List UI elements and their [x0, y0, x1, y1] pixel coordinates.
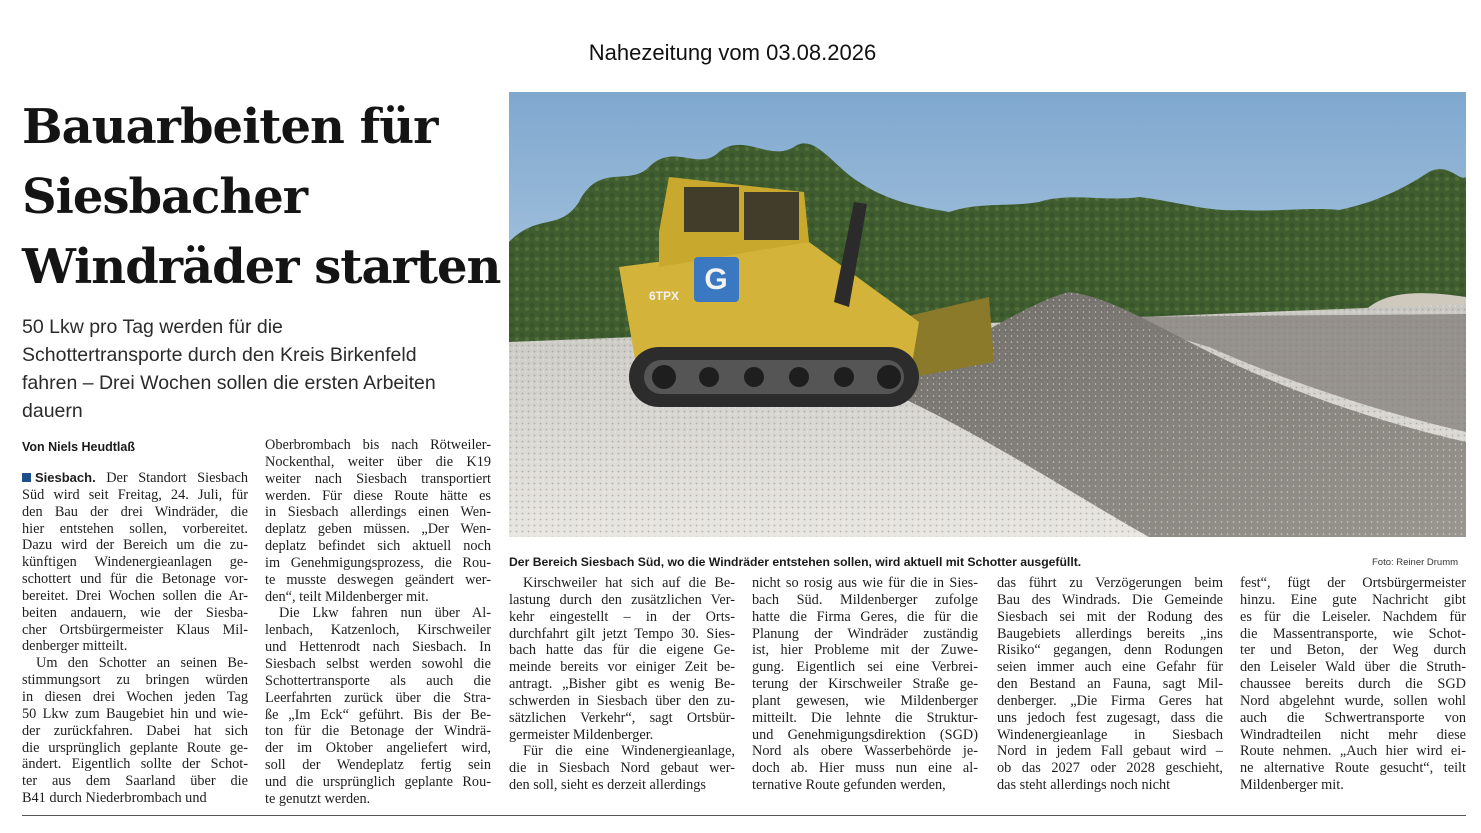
article-text-line: den Bau der drei Windräder, die	[22, 503, 248, 520]
article-text-line: und Hettenrodt nach Siesbach. In	[265, 639, 491, 656]
article-text-line: ße „Im Eck“ geführt. Bis der Be-	[265, 706, 491, 723]
article-text-line: bach hatte das für die eigene Ge-	[509, 642, 735, 659]
article-text-line: ternative Route gefunden werden,	[752, 777, 946, 794]
headline-line: Bauarbeiten für	[22, 99, 438, 155]
photo-logo-letter: G	[704, 263, 728, 296]
article-text-line: durchfahrt gilt jetzt Tempo 30. Sies-	[509, 625, 735, 642]
article-text-line: bach Süd. Mildenberger zufolge	[752, 591, 978, 608]
article-text-line: soll der Wendeplatz fertig sein	[265, 757, 491, 774]
article-text-line: künftigen Windenergieanlagen ge-	[22, 554, 248, 571]
subhead-line: 50 Lkw pro Tag werden für die	[22, 316, 283, 338]
article-text-line: weiter nach Siesbach transportiert	[265, 470, 491, 487]
article-text-line: B41 durch Niederbrombach und	[22, 790, 207, 807]
article-text-line: das steht allerdings noch nicht	[997, 777, 1171, 794]
article-column-4	[752, 575, 978, 794]
article-text-line: schottert und für die Betonage vor-	[22, 571, 248, 588]
dateline-marker-icon	[22, 473, 31, 482]
article-text-line: die in Siesbach Nord gebaut wer-	[509, 760, 735, 777]
subhead-line: dauern	[22, 400, 83, 422]
article-text-line: terung der Kirschweiler Straße ge-	[752, 676, 978, 693]
article-text-line: beiten andauern, wie der Siesba-	[22, 604, 248, 621]
article-text-line: ter aus dem Saarland über die	[22, 773, 248, 790]
article-text-line: chaussee bereits durch die SGD	[1240, 676, 1466, 693]
article-text-line: das führt zu Verzögerungen beim	[997, 575, 1223, 591]
article-text-line: Die Lkw fahren nun über Al-	[279, 605, 491, 622]
article-text-line: und die ursprünglich geplante Rou-	[265, 773, 491, 790]
article-text-line: hatte die Firma Geres, die für die	[752, 608, 978, 625]
article-text-line: sätzlichen Verkehr“, sagt Ortsbür-	[509, 709, 735, 726]
article-text-line: Bau des Windrads. Die Gemeinde	[997, 591, 1223, 608]
dateline: Siesbach.	[35, 470, 96, 485]
article-column-3	[509, 575, 735, 794]
article-text-line: plant gewesen, wie Mildenberger	[752, 692, 978, 709]
article-text-line: nicht so rosig aus wie für die in Sies-	[752, 575, 978, 591]
article-text-line: Nord als obere Wasserbehörde je-	[752, 743, 978, 760]
article-text-line: Mildenberger mit.	[1240, 777, 1344, 794]
article-text-line: den Leiseler Wald über die Struth-	[1240, 659, 1466, 676]
article-column-5	[997, 575, 1223, 794]
article-text-line: Baugebiets allerdings bereits „ins	[997, 625, 1223, 642]
article-text-line: seien immer auch eine Gefahr für	[997, 659, 1223, 676]
article-text-line: werden. Für diese Route hätte es	[265, 487, 491, 504]
author-byline: Von Niels Heudtlaß	[22, 440, 135, 454]
bottom-rule	[22, 815, 1466, 816]
article-text-line: te genutzt werden.	[265, 790, 371, 807]
article-text-line: den“, teilt Mildenberger mit.	[265, 588, 429, 605]
article-column-6	[1240, 575, 1466, 794]
bulldozer-photo	[509, 92, 1466, 537]
article-text-line: cher Ortsbürgermeister Klaus Mil-	[22, 621, 248, 638]
article-text-line: Leerfahrten zurück über die Stra-	[265, 689, 491, 706]
article-text-line: Oberbrombach bis nach Rötweiler-	[265, 437, 491, 453]
article-text-line: Planung der Windräder zuständig	[752, 625, 978, 642]
article-text-line: Route nehmen. „Auch hier wird ei-	[1240, 743, 1466, 760]
article-text-line: germeister Mildenberger.	[509, 726, 654, 743]
subheadline	[22, 313, 502, 425]
article-text-line: mitteilt. Die lehnte die Struktur-	[752, 709, 978, 726]
article-text-line: die ursprünglich geplante Route ge-	[22, 739, 248, 756]
article-column-2	[265, 437, 491, 808]
article-text-line: Nord abgelehnt wurde, sollen wohl	[1240, 692, 1466, 709]
article-text-line: Siesbach sei mit der Rodung des	[997, 608, 1223, 625]
headline-line: Siesbacher	[22, 169, 308, 225]
article-text-line: ton für die Betonage der Windrä-	[265, 723, 491, 740]
article-text-line: ist, hier Probleme mit der Zuwe-	[752, 642, 978, 659]
article-text-line: 50 Lkw zum Baugebiet hin und wie-	[22, 705, 248, 722]
article-text-line: deplatz befindet sich aktuell noch	[265, 538, 491, 555]
article-text-line: uns jedoch fest zugesagt, dass die	[997, 709, 1223, 726]
article-text-line: te musste deswegen geändert wer-	[265, 571, 491, 588]
article-text-line: den Bestand an Fauna, sagt Mil-	[997, 676, 1223, 693]
article-text-line: stimmungsort zu bringen würden	[22, 672, 248, 689]
article-text-line: Kirschweiler hat sich auf die Be-	[523, 575, 735, 591]
article-text-line: Schottertransporte als auch die	[265, 672, 491, 689]
photo-vehicle-text: 6TPX	[649, 289, 680, 303]
article-text-line: im Genehmigungsprozess, die Rou-	[265, 554, 491, 571]
article-text-line: fest“, fügt der Ortsbürgermeister	[1240, 575, 1466, 591]
article-text-line: in Siesbach allerdings einen Wen-	[265, 504, 491, 521]
photo-caption: Der Bereich Siesbach Süd, wo die Windräder entstehen sollen, wird aktuell mit Schotter ausgefüllt.	[509, 555, 1082, 569]
article-column-1	[22, 470, 248, 807]
article-text-line: Um den Schotter an seinen Be-	[36, 655, 248, 672]
article-text-line: Nord in jedem Fall gebaut wird –	[997, 743, 1223, 760]
article-text-line: bereitet. Drei Wochen sollen die Ar-	[22, 587, 248, 604]
article-text-line: auch die Schwertransporte von	[1240, 709, 1466, 726]
subhead-line: fahren – Drei Wochen sollen die ersten Arbeiten	[22, 372, 436, 394]
article-text-line: Siesbach selbst werden sowohl die	[265, 655, 491, 672]
article-text-line: der im Oktober angeliefert wird,	[265, 740, 491, 757]
article-text-fragment: Der Standort Siesbach	[95, 470, 248, 486]
article-text-line: hier entstehen sollen, vorbereitet.	[22, 520, 248, 537]
article-text-line: Nockenthal, weiter über die K19	[265, 453, 491, 470]
photo-credit: Foto: Reiner Drumm	[1372, 557, 1459, 568]
masthead: Nahezeitung vom 03.08.2026	[588, 40, 877, 65]
article-text-line: hinzu. Eine gute Nachricht gibt	[1240, 591, 1466, 608]
article-text-line: Windradteilen nicht mehr diese	[1240, 726, 1466, 743]
article-text-line: Süd wird seit Freitag, 24. Juli, für	[22, 486, 248, 503]
article-text-line: ob das 2027 oder 2028 geschieht,	[997, 760, 1223, 777]
article-text-line	[22, 470, 248, 487]
article-text-line: den soll, sieht es derzeit allerdings	[509, 777, 706, 794]
article-text-line: Dazu wird der Bereich um die zu-	[22, 537, 248, 554]
article-text-line: meinde bereits vor einiger Zeit be-	[509, 659, 735, 676]
article-text-line: Für die eine Windenergieanlage,	[523, 743, 735, 760]
article-text-line: in diesen drei Wochen jeden Tag	[22, 688, 248, 705]
article-text-line: ter und Beton, der Weg durch	[1240, 642, 1466, 659]
article-text-line: Risiko“ gegangen, denn Rodungen	[997, 642, 1223, 659]
article-text-line: schwerden in Siesbach über den zu-	[509, 692, 735, 709]
article-text-line: kehr eingestellt – in der Orts-	[509, 608, 735, 625]
article-photo	[509, 92, 1466, 537]
article-text-line: ne alternative Route gesucht“, teilt	[1240, 760, 1466, 777]
article-text-line: denberger mitteilt.	[22, 638, 128, 655]
article-text-line: lenbach, Katzenloch, Kirschweiler	[265, 622, 491, 639]
headline	[22, 92, 502, 302]
article-text-line: und Genehmigungsdirektion (SGD)	[752, 726, 978, 743]
article-text-line: die Massentransporte, wie Schot-	[1240, 625, 1466, 642]
article-text-line: doch ab. Hier muss nun eine al-	[752, 760, 978, 777]
headline-line: Windräder starten	[22, 239, 501, 295]
article-text-line: antragt. „Bisher gibt es wenig Be-	[509, 676, 735, 693]
article-text-line: der zurückfahren. Dabei hat sich	[22, 722, 248, 739]
article-text-line: ändert. Eigentlich sollte der Schot-	[22, 756, 248, 773]
article-text-line: lastung durch den zusätzlichen Ver-	[509, 591, 735, 608]
subhead-line: Schottertransporte durch den Kreis Birkenfeld	[22, 344, 417, 366]
article-text-line: gung. Eigentlich sei eine Verbrei-	[752, 659, 978, 676]
article-text-line: deplatz geben müssen. „Der Wen-	[265, 521, 491, 538]
article-text-line: es für die Leiseler. Nachdem für	[1240, 608, 1466, 625]
article-text-line: denberger. „Die Firma Geres hat	[997, 692, 1223, 709]
article-text-line: Windenergieanlage in Siesbach	[997, 726, 1223, 743]
